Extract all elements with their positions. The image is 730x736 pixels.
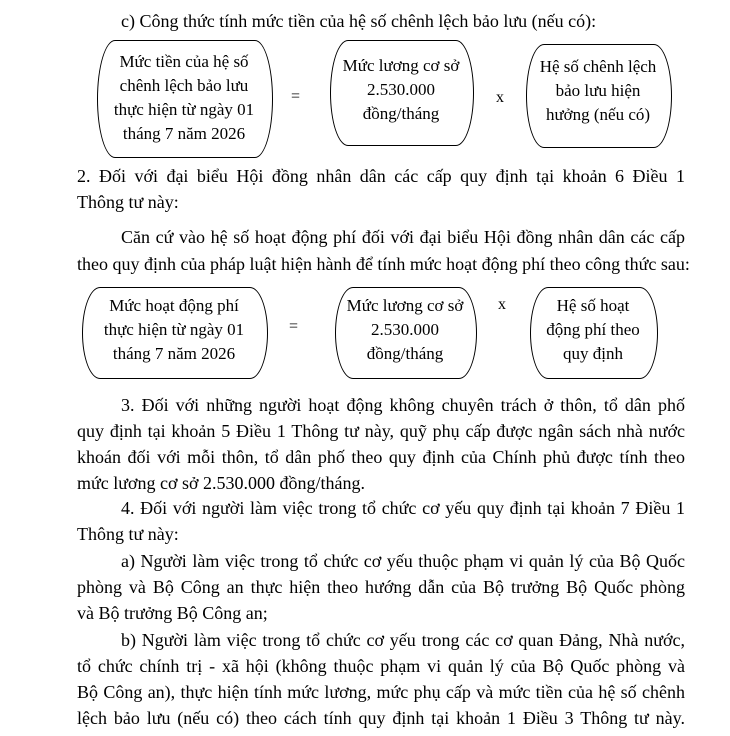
item-3-line: mức lương cơ sở 2.530.000 đồng/tháng. (77, 473, 366, 493)
item-4-line: Thông tư này: (77, 524, 179, 544)
formula-2-right-line: Hệ số hoạt (556, 296, 630, 315)
formula-2-middle-line: đồng/tháng (366, 344, 444, 363)
formula-1-middle-line: đồng/tháng (362, 104, 440, 123)
item-3-line: khoán đối với mỗi thôn, tổ dân phố theo quy định của Chính phủ được tính theo (77, 447, 685, 467)
multiply-sign: x (498, 296, 506, 313)
item-4b-line: tổ chức chính trị - xã hội (không thuộc phạm vi quản lý của Bộ Quốc phòng và (77, 656, 685, 676)
item-3-line: quy định tại khoản 5 Điều 1 Thông tư này, quỹ phụ cấp được ngân sách nhà nước (77, 421, 685, 441)
formula-1-middle-text (330, 54, 472, 126)
formula-2-left-line: tháng 7 năm 2026 (112, 344, 236, 363)
formula-2-middle-text (335, 294, 475, 366)
para-2-line: theo quy định của pháp luật hiện hành để tính mức hoạt động phí theo công thức sau: (77, 254, 690, 274)
formula-1-left-line: chênh lệch bảo lưu (119, 76, 249, 95)
formula-2-right-line: quy định (563, 344, 623, 363)
formula-2-middle-line: Mức lương cơ sở (346, 296, 464, 315)
item-2-line: Thông tư này: (77, 192, 179, 212)
formula-1-middle-line: Mức lương cơ sở (342, 56, 460, 75)
item-4b-line: Bộ Công an), thực hiện tính mức lương, mức phụ cấp và mức tiền của hệ số chênh (77, 682, 685, 702)
formula-1-left-line: thực hiện từ ngày 01 (113, 100, 255, 119)
formula-1-left-text (97, 50, 271, 146)
formula-1-left-line: Mức tiền của hệ số (119, 52, 249, 71)
formula-1-right-line: Hệ số chênh lệch (539, 57, 657, 76)
formula-2-left-line: Mức hoạt động phí (109, 296, 239, 315)
formula-1-left-line: tháng 7 năm 2026 (122, 124, 246, 143)
item-3-line: 3. Đối với những người hoạt động không chuyên trách ở thôn, tổ dân phố (121, 395, 685, 415)
equals-sign: = (289, 318, 299, 335)
item-2-line: 2. Đối với đại biểu Hội đồng nhân dân các cấp quy định tại khoản 6 Điều 1 (77, 166, 685, 186)
multiply-sign: x (496, 89, 504, 106)
formula-2-left-text (82, 294, 266, 366)
formula-2-middle-line: 2.530.000 (371, 320, 439, 339)
item-4a-line: a) Người làm việc trong tổ chức cơ yếu thuộc phạm vi quản lý của Bộ Quốc (121, 551, 685, 571)
equals-sign: = (291, 88, 301, 105)
formula-2-right-line: động phí theo (546, 320, 640, 339)
formula-1-right-line: bảo lưu hiện (555, 81, 641, 100)
formula-1-middle-line: 2.530.000 (367, 80, 435, 99)
formula-2-left-line: thực hiện từ ngày 01 (103, 320, 245, 339)
formula-2-right-text (530, 294, 656, 366)
section-heading-c: c) Công thức tính mức tiền của hệ số chênh lệch bảo lưu (nếu có): (121, 11, 597, 31)
item-4b-line: lệch bảo lưu (nếu có) theo cách tính quy định tại khoản 1 Điều 3 Thông tư này. (77, 708, 685, 728)
formula-1-right-text (526, 55, 670, 127)
formula-1-right-line: hưởng (nếu có) (545, 105, 651, 124)
item-4b-line: b) Người làm việc trong tổ chức cơ yếu trong các cơ quan Đảng, Nhà nước, (121, 630, 685, 650)
item-4-line: 4. Đối với người làm việc trong tổ chức cơ yếu quy định tại khoản 7 Điều 1 (121, 498, 685, 518)
para-2-line: Căn cứ vào hệ số hoạt động phí đối với đại biểu Hội đồng nhân dân các cấp (121, 227, 685, 247)
item-4a-line: phòng và Bộ Công an thực hiện theo hướng dẫn của Bộ trưởng Bộ Quốc phòng (77, 577, 685, 597)
item-4a-line: và Bộ trưởng Bộ Công an; (77, 603, 268, 623)
